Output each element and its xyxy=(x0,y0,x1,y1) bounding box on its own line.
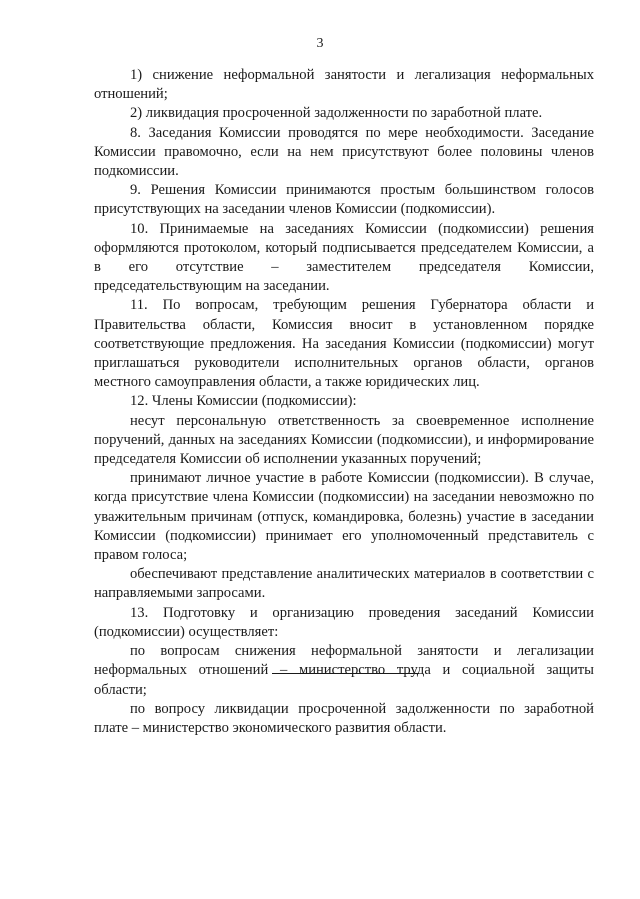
document-body xyxy=(94,66,594,738)
paragraph-clause-10: 10. Принимаемые на заседаниях Комиссии (подкомиссии) решения оформляются протоколом, который подписывается председателем Комиссии, а в его отсутствие – заместителем председателя Комиссии, председательствующим на заседании. xyxy=(94,220,594,295)
paragraph-duty-materials: обеспечивают представление аналитических материалов в соответствии с направляемыми запросами. xyxy=(94,566,594,602)
paragraph-clause-13: 13. Подготовку и организацию проведения заседаний Комиссии (подкомиссии) осуществляет: xyxy=(94,604,594,640)
paragraph-clause-9: 9. Решения Комиссии принимаются простым большинством голосов присутствующих на заседании членов Комиссии (подкомиссии). xyxy=(94,182,594,218)
paragraph-clause-11: 11. По вопросам, требующим решения Губернатора области и Правительства области, Комиссия вносит в установленном порядке соответствующие предложения. На заседания Комиссии (подкомиссии) могут приглашаться руководители исполнительных органов области, органов местного самоуправления области, а также юридических лиц. xyxy=(94,297,594,391)
paragraph-list-item-2: 2) ликвидация просроченной задолженности по заработной плате. xyxy=(130,105,543,122)
paragraph-clause-8: 8. Заседания Комиссии проводятся по мере необходимости. Заседание Комиссии правомочно, если на нем присутствуют более половины членов подкомиссии. xyxy=(94,124,594,180)
paragraph-labor-ministry: по вопросам снижения неформальной занятости и легализации неформальных отношений – министерство труда и социальной защиты области; xyxy=(94,643,594,698)
closing-rule xyxy=(272,673,419,674)
paragraph-duty-responsibility: несут персональную ответственность за своевременное исполнение поручений, данных на заседаниях Комиссии (подкомиссии), и информирование председателя Комиссии об исполнении указанных поручений; xyxy=(94,412,594,468)
page-number: 3 xyxy=(316,36,324,51)
paragraph-list-item-1: 1) снижение неформальной занятости и легализация неформальных отношений; xyxy=(94,67,594,103)
paragraph-clause-12: 12. Члены Комиссии (подкомиссии): xyxy=(130,393,357,410)
paragraph-economy-ministry: по вопросу ликвидации просроченной задолженности по заработной плате – министерство экономического развития области. xyxy=(94,700,594,736)
paragraph-duty-participation: принимают личное участие в работе Комиссии (подкомиссии). В случае, когда присутствие члена Комиссии (подкомиссии) на заседании невозможно по уважительным причинам (отпуск, командировка, болезнь) участие в заседании Комиссии (подкомиссии) принимает его уполномоченный представитель с правом голоса; xyxy=(94,470,594,564)
